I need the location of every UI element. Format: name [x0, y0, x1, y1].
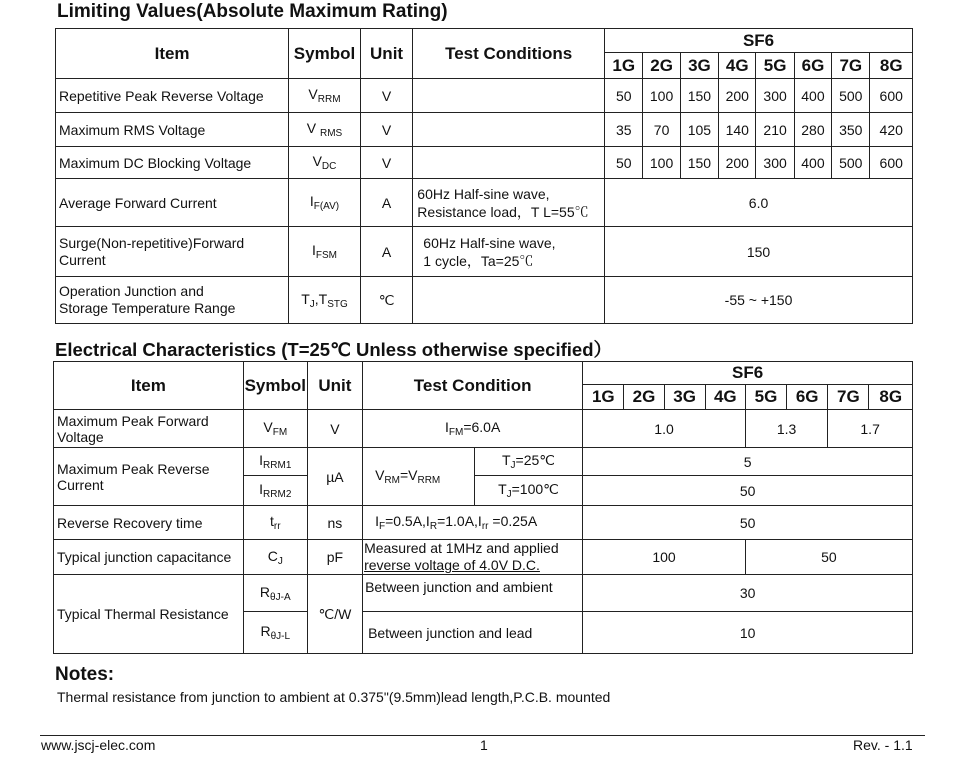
- value-cell: 500: [832, 147, 870, 179]
- value-cell: 150: [680, 79, 718, 113]
- row-test: $I_{FM}=6.0A$: [363, 410, 583, 448]
- value-cell: 200: [719, 147, 756, 179]
- table-row: [56, 179, 913, 227]
- header-item: Item: [56, 29, 289, 79]
- value-cell: 280: [794, 113, 831, 147]
- row-test: [413, 113, 605, 147]
- header-series: SF6: [583, 362, 913, 385]
- value-cell: 1.0: [583, 410, 746, 448]
- row-test: [413, 147, 605, 179]
- row-symbol: $I_{RRM1}$: [243, 448, 307, 476]
- row-item: Maximum Peak Reverse Current: [54, 448, 244, 506]
- value-cell: 400: [794, 79, 831, 113]
- table-row: [56, 79, 913, 113]
- header-symbol: Symbol: [243, 362, 307, 410]
- value-cell: 400: [794, 147, 831, 179]
- table-row: [56, 147, 913, 179]
- row-item: Repetitive Peak Reverse Voltage: [56, 79, 289, 113]
- value-cell: 50: [605, 147, 643, 179]
- value-cell: 6.0: [605, 179, 913, 227]
- value-cell: 500: [832, 79, 870, 113]
- row-unit: ℃: [360, 277, 412, 324]
- value-cell: 1.7: [828, 410, 913, 448]
- value-cell: 150: [680, 147, 718, 179]
- row-unit: V: [307, 410, 362, 448]
- row-test: Between junction and lead: [363, 612, 583, 654]
- row-symbol: $I_{F(AV)}$: [289, 179, 361, 227]
- value-cell: 140: [719, 113, 756, 147]
- header-item: Item: [54, 362, 244, 410]
- row-item: Maximum DC Blocking Voltage: [56, 147, 289, 179]
- row-unit: V: [360, 147, 412, 179]
- row-symbol: $V_{RRM}$: [289, 79, 361, 113]
- grade-8g: 8G: [869, 385, 913, 410]
- value-cell: 200: [719, 79, 756, 113]
- section-title-electrical: Electrical Characteristics (T=25℃ Unless otherwise specified）: [55, 339, 612, 360]
- row-symbol: V $_{RMS}$: [289, 113, 361, 147]
- row-unit: pF: [307, 540, 362, 575]
- row-test-tj: $T_J=100℃$: [474, 476, 582, 506]
- grade-4g: 4G: [719, 53, 756, 79]
- footer-page-number: 1: [480, 737, 488, 753]
- header-test-conditions: Test Conditions: [413, 29, 605, 79]
- table-row: [56, 227, 913, 277]
- row-unit: V: [360, 79, 412, 113]
- grade-5g: 5G: [745, 385, 786, 410]
- header-series: SF6: [605, 29, 913, 53]
- row-symbol: $V_{FM}$: [243, 410, 307, 448]
- row-item: Typical Thermal Resistance: [54, 575, 244, 654]
- row-test-tj: $T_J=25℃$: [474, 448, 582, 476]
- notes-heading: Notes:: [55, 664, 115, 685]
- value-cell: 1.3: [745, 410, 827, 448]
- row-test: 60Hz Half-sine wave, 1 cycle，Ta=25℃: [413, 227, 605, 277]
- grade-1g: 1G: [583, 385, 624, 410]
- grade-5g: 5G: [756, 53, 794, 79]
- grade-2g: 2G: [624, 385, 664, 410]
- row-item: Maximum RMS Voltage: [56, 113, 289, 147]
- value-cell: 350: [832, 113, 870, 147]
- footer-website[interactable]: www.jscj-elec.com: [41, 737, 156, 753]
- row-item: Typical junction capacitance: [54, 540, 244, 575]
- row-symbol: $V_{DC}$: [289, 147, 361, 179]
- row-item: Operation Junction and Storage Temperature Range: [56, 277, 289, 324]
- row-unit: V: [360, 113, 412, 147]
- grade-7g: 7G: [828, 385, 869, 410]
- grade-4g: 4G: [705, 385, 745, 410]
- header-unit: Unit: [360, 29, 412, 79]
- electrical-characteristics-table: [53, 361, 913, 654]
- table-row: [54, 410, 913, 448]
- row-symbol: $R_{\theta J-A}$: [243, 575, 307, 612]
- grade-6g: 6G: [787, 385, 828, 410]
- row-symbol: $I_{RRM2}$: [243, 476, 307, 506]
- row-unit: A: [360, 179, 412, 227]
- table-row: [56, 277, 913, 324]
- value-cell: 150: [605, 227, 913, 277]
- value-cell: -55 ~ +150: [605, 277, 913, 324]
- value-cell: 100: [643, 79, 680, 113]
- header-symbol: Symbol: [289, 29, 361, 79]
- row-unit: ℃/W: [307, 575, 362, 654]
- value-cell: 420: [870, 113, 913, 147]
- table-row: [56, 113, 913, 147]
- row-item: Average Forward Current: [56, 179, 289, 227]
- limiting-values-table: [55, 28, 913, 324]
- header-unit: Unit: [307, 362, 362, 410]
- table-row: [54, 506, 913, 540]
- grade-2g: 2G: [643, 53, 680, 79]
- section-title-limiting-values: Limiting Values(Absolute Maximum Rating): [57, 1, 448, 22]
- value-cell: 35: [605, 113, 643, 147]
- grade-8g: 8G: [870, 53, 913, 79]
- value-cell: 100: [583, 540, 746, 575]
- row-test: [413, 277, 605, 324]
- grade-1g: 1G: [605, 53, 643, 79]
- table-row: [54, 448, 913, 476]
- value-cell: 50: [605, 79, 643, 113]
- row-item: Surge(Non-repetitive)Forward Current: [56, 227, 289, 277]
- row-test: 60Hz Half-sine wave, Resistance load，T L=55℃: [413, 179, 605, 227]
- header-test-condition: Test Condition: [363, 362, 583, 410]
- row-unit: µA: [307, 448, 362, 506]
- value-cell: 300: [756, 79, 794, 113]
- row-test: Measured at 1MHz and applied reverse voltage of 4.0V D.C.: [363, 540, 583, 575]
- value-cell: 5: [583, 448, 913, 476]
- table-row: [54, 575, 913, 612]
- row-item: Maximum Peak Forward Voltage: [54, 410, 244, 448]
- footer-revision: Rev. - 1.1: [853, 737, 913, 753]
- value-cell: 50: [583, 506, 913, 540]
- row-symbol: $T_J,T_{STG}$: [289, 277, 361, 324]
- value-cell: 300: [756, 147, 794, 179]
- row-test: $I_F=0.5A,I_R=1.0A,I_{rr} =0.25A$: [363, 506, 583, 540]
- row-test: [413, 79, 605, 113]
- value-cell: 600: [870, 79, 913, 113]
- row-symbol: $C_J$: [243, 540, 307, 575]
- notes-text: Thermal resistance from junction to ambient at 0.375"(9.5mm)lead length,P.C.B. mounted: [57, 689, 611, 705]
- row-test: $V_{RM}=V_{RRM}$: [363, 448, 475, 506]
- row-symbol: $t_{rr}$: [243, 506, 307, 540]
- value-cell: 50: [745, 540, 912, 575]
- value-cell: 105: [680, 113, 718, 147]
- value-cell: 210: [756, 113, 794, 147]
- row-unit: ns: [307, 506, 362, 540]
- row-symbol: $I_{FSM}$: [289, 227, 361, 277]
- row-symbol: $R_{\theta J-L}$: [243, 612, 307, 654]
- value-cell: 70: [643, 113, 680, 147]
- value-cell: 10: [583, 612, 913, 654]
- value-cell: 600: [870, 147, 913, 179]
- value-cell: 50: [583, 476, 913, 506]
- table-row: [54, 540, 913, 575]
- row-unit: A: [360, 227, 412, 277]
- grade-6g: 6G: [794, 53, 831, 79]
- value-cell: 30: [583, 575, 913, 612]
- footer-divider: [40, 735, 925, 736]
- grade-3g: 3G: [664, 385, 705, 410]
- row-test: Between junction and ambient: [363, 575, 583, 612]
- grade-3g: 3G: [680, 53, 718, 79]
- grade-7g: 7G: [832, 53, 870, 79]
- row-item: Reverse Recovery time: [54, 506, 244, 540]
- value-cell: 100: [643, 147, 680, 179]
